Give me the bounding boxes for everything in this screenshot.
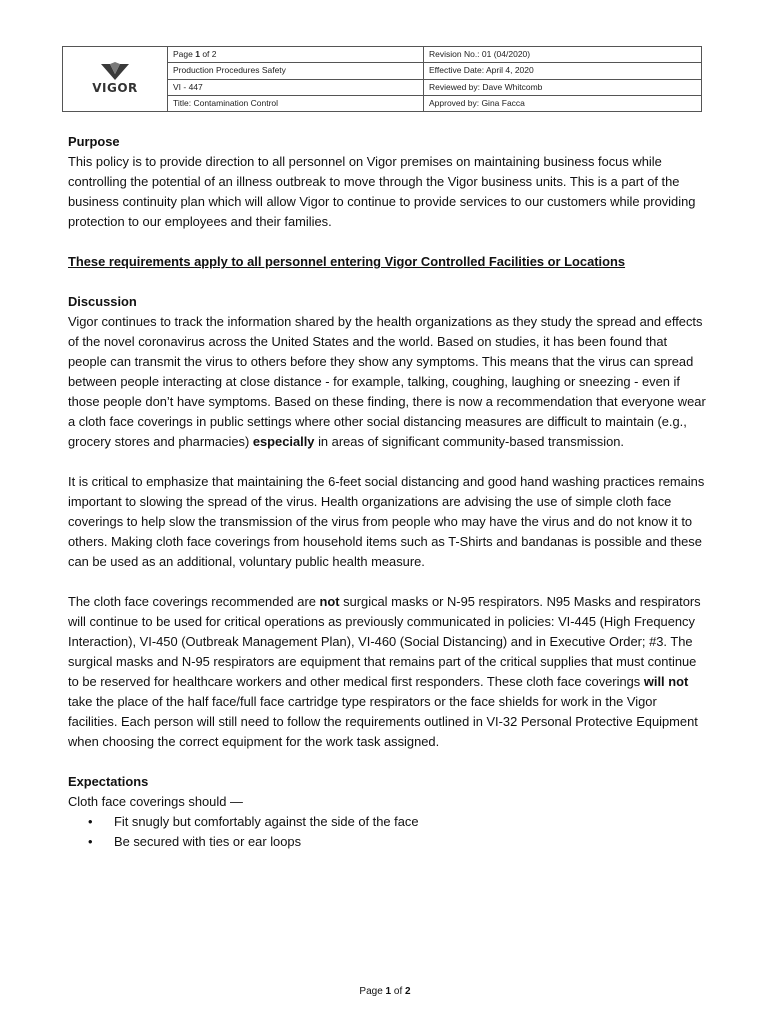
approved-by: Approved by: Gina Facca [424,95,702,111]
vigor-logo-icon [100,62,130,80]
purpose-heading: Purpose [68,134,120,149]
purpose-paragraph: This policy is to provide direction to all personnel on Vigor premises on maintaining business focus while controlling the potential of an illness outbreak to move through the Vigor business units. This is a part of the business continuity plan which will allow Vigor to continue to provide services to our customers while providing protection to our employees and their families. [68,154,696,229]
expectations-heading: Expectations [68,774,149,789]
discussion-paragraph-2: It is critical to emphasize that maintaining the 6-feet social distancing and good hand washing practices remains important to slowing the spread of the virus. Health organizations are advising the use of simple cloth face coverings to help slow the transmission of the virus from people who may have the virus and do not know it to others. Making cloth face coverings from household items such as T-Shirts and bandanas is possible and these can be used as an additional, voluntary public health measure. [68,474,705,569]
effective-date: Effective Date: April 4, 2020 [424,63,702,79]
revision-number: Revision No.: 01 (04/2020) [424,47,702,63]
page-footer: Page 1 of 2 [359,986,411,997]
document-id: VI - 447 [168,79,424,95]
document-title: Title: Contamination Control [168,95,424,111]
document-body [68,132,708,852]
discussion-paragraph-1: Vigor continues to track the information shared by the health organizations as they study the spread and effects of the novel coronavirus across the United States and the world. Based on studies, it has been found that people can transmit the virus to others before they show any symptoms. This means that the virus can spread between people interacting at close distance - for example, talking, coughing, laughing or sneezing - even if those people don’t have symptoms. Based on these finding, there is now a recommendation that everyone wear a cloth face coverings in public settings where other social distancing measures are difficult to maintain (e.g., grocery stores and pharmacies) especially in areas of significant community-based transmission. [68,314,706,449]
discussion-heading: Discussion [68,294,137,309]
list-item: • Fit snugly but comfortably against the side of the face [114,812,708,832]
logo-text: VIGOR [92,81,138,95]
bullet-icon: • [88,834,93,849]
discussion-paragraph-3: The cloth face coverings recommended are not surgical masks or N-95 respirators. N95 Masks and respirators will continue to be used for critical operations as previously communicated in policies: VI-445 (High Frequency Interaction), VI-450 (Outbreak Management Plan), VI-460 (Social Distancing) and in Executive Order; #3. The surgical masks and N-95 respirators are equipment that remains part of the critical supplies that must continue to be reserved for healthcare workers and other medical first responders. These cloth face coverings will not take the place of the half face/full face cartridge type respirators or the face shields for work in the Vigor facilities. Each person will still need to follow the requirements outlined in VI-32 Personal Protective Equipment when choosing the correct equipment for the work task assigned. [68,594,701,749]
document-category: Production Procedures Safety [168,63,424,79]
page-indicator: Page 1 of 2 [168,47,424,63]
logo-cell [63,47,168,112]
document-header-table [62,46,702,112]
requirements-statement: These requirements apply to all personnel entering Vigor Controlled Facilities or Locations [68,254,626,269]
reviewed-by: Reviewed by: Dave Whitcomb [424,79,702,95]
bullet-icon: • [88,814,93,829]
expectations-list [68,812,708,852]
expectations-intro: Cloth face coverings should — [68,794,243,809]
list-item: • Be secured with ties or ear loops [114,832,708,852]
